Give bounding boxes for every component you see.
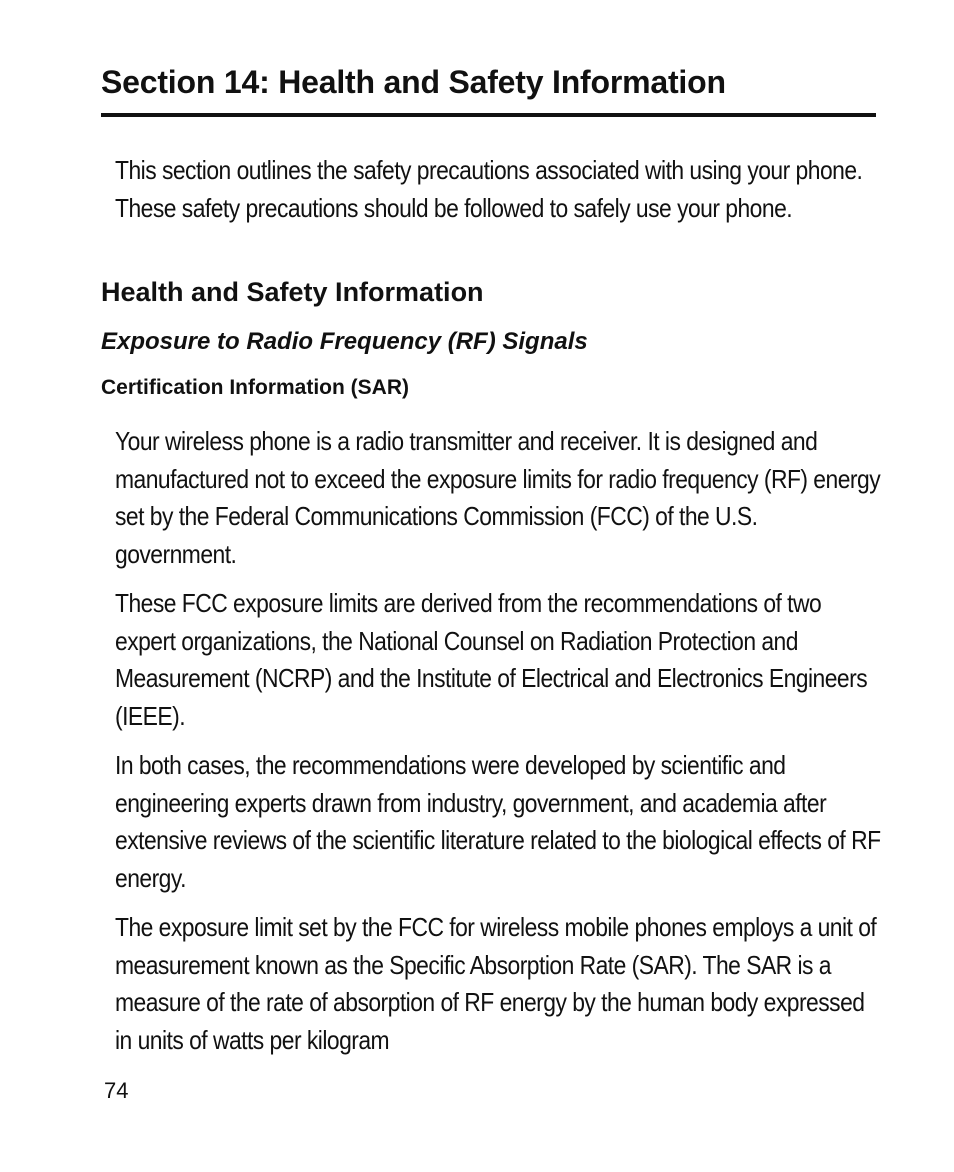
paragraph-recommendations: In both cases, the recommendations were developed by scientific and engineering experts drawn from industry, government, and academia after extensive reviews of the scientific literature related to the biological effects of RF energy. — [115, 750, 881, 893]
paragraph-fcc-limits: These FCC exposure limits are derived from the recommendations of two expert organizations, the National Counsel on Radiation Protection and Measurement (NCRP) and the Institute of Electrical and Electronics Engineers (IEEE). — [115, 588, 868, 731]
paragraph-sar-definition: The exposure limit set by the FCC for wireless mobile phones employs a unit of measurement known as the Specific Absorption Rate (SAR). The SAR is a measure of the rate of absorption of RF energy by the human body expressed in units of watts per kilogram — [115, 912, 877, 1055]
paragraph-transmitter: Your wireless phone is a radio transmitter and receiver. It is designed and manufactured not to exceed the exposure limits for radio frequency (RF) energy set by the Federal Communications Commission (FCC) of the U.S. government. — [115, 426, 881, 569]
title-underline-rule — [101, 113, 876, 117]
intro-paragraph: This section outlines the safety precautions associated with using your phone. These safety precautions should be followed to safely use your phone. — [115, 155, 863, 223]
section-title: Section 14: Health and Safety Information — [101, 64, 726, 100]
heading-rf-exposure: Exposure to Radio Frequency (RF) Signals — [101, 328, 588, 355]
heading-sar-certification: Certification Information (SAR) — [101, 376, 409, 399]
heading-health-and-safety: Health and Safety Information — [101, 277, 484, 307]
page-number: 74 — [104, 1078, 129, 1103]
